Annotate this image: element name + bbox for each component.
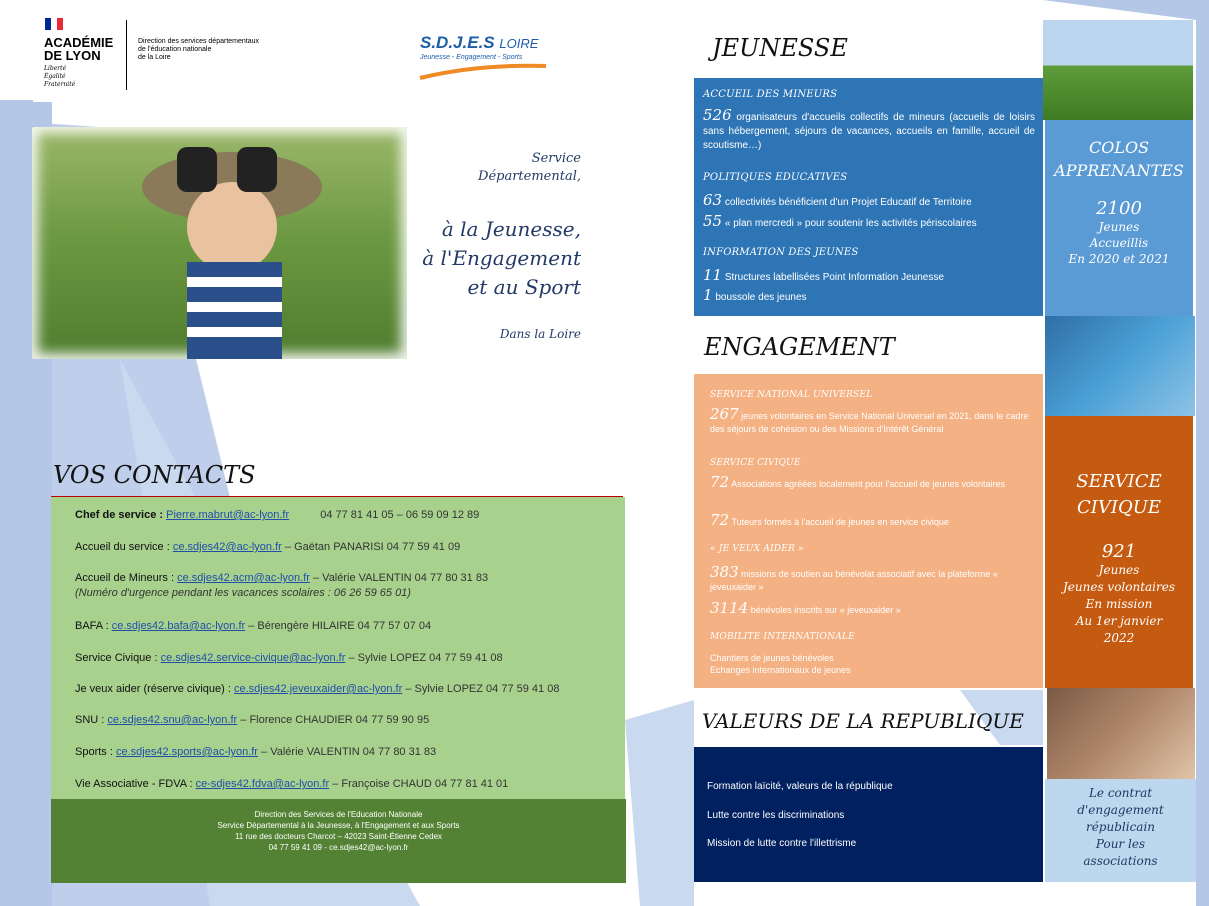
contact-row-fdva [75, 778, 508, 790]
boy-binoculars-photo [32, 127, 407, 359]
contrat-l2: d'engagement [1077, 803, 1164, 817]
info2-text: boussole des jeunes [715, 292, 807, 303]
contact-label: Vie Associative - FDVA : [75, 778, 193, 790]
classroom-photo [1047, 688, 1195, 779]
engagement-title: ENGAGEMENT [704, 333, 895, 361]
sc2-num: 72 [710, 511, 730, 529]
academie-line1: ACADÉMIE [44, 35, 114, 50]
sc1-num: 72 [710, 473, 730, 491]
info1-num: 11 [703, 266, 723, 284]
accueil-mineurs-desc: organisateurs d'accueils collectifs de mineurs (accueils de loisirs sans hébergement, séjours de vacances, accueils en famille, accueil de scoutisme…) [703, 112, 1035, 151]
engagement-panel [694, 374, 1043, 688]
contact-email-link[interactable]: ce.sdjes42.service-civique@ac-lyon.fr [160, 652, 346, 664]
colos-l3: En 2020 et 2021 [1068, 252, 1170, 266]
politiques-row1 [703, 191, 972, 209]
contact-email-link[interactable]: Pierre.mabrut@ac-lyon.fr [166, 509, 290, 521]
contrat-l1: Le contrat [1088, 786, 1153, 800]
snu-desc: jeunes volontaires en Service National Universel en 2021, dans le cadre des séjours de cohésion ou des Missions d'Intérêt Général [710, 411, 1029, 434]
footer-line1: Direction des Services de l'Education Nationale [254, 810, 423, 819]
civique-title1: SERVICE [1076, 471, 1162, 492]
contact-row-mineurs [75, 572, 488, 584]
contact-row-sports [75, 746, 436, 758]
academie-name [44, 36, 113, 62]
contact-row-chef [75, 509, 479, 521]
sc-title: SERVICE CIVIQUE [710, 458, 801, 468]
civique-l2: Jeunes volontaires [1062, 580, 1176, 594]
footer-line3: 11 rue des docteurs Charcot – 42023 Saint-Étienne Cedex [234, 832, 443, 841]
contact-details: 04 77 81 41 05 – 06 59 09 12 89 [320, 509, 480, 521]
jeunesse-panel [694, 78, 1043, 316]
sdjes-logo [420, 33, 538, 53]
contact-details: – Françoise CHAUD 04 77 81 41 01 [332, 778, 509, 790]
contact-details: – Sylvie LOPEZ 04 77 59 41 08 [348, 652, 503, 664]
info-jeunes-title: INFORMATION DES JEUNES [703, 247, 859, 258]
sc2-text: Tuteurs formés à l'accueil de jeunes en service civique [731, 517, 949, 527]
service-line1: Service [531, 151, 581, 166]
jva2-num: 3114 [710, 599, 749, 617]
pol1-text: collectivités bénéficient d'un Projet Educatif de Territoire [724, 197, 972, 208]
service-line4: à l'Engagement [422, 246, 581, 270]
jva-title: « JE VEUX AIDER » [710, 544, 804, 554]
devise [44, 65, 75, 89]
service-main-title [422, 215, 581, 302]
valeurs-item1: Formation laïcité, valeurs de la république [707, 781, 893, 792]
contacts-title: VOS CONTACTS [53, 461, 256, 489]
sc-row1 [710, 473, 1032, 491]
pol1-num: 63 [703, 191, 723, 209]
direction-line1: Direction des services départementaux [138, 38, 260, 45]
devise-liberte: Liberté [44, 65, 67, 72]
service-location: Dans la Loire [499, 327, 581, 341]
politiques-title: POLITIQUES EDUCATIVES [703, 172, 848, 183]
logo-divider [126, 20, 127, 90]
contact-email-link[interactable]: ce.sdjes42.bafa@ac-lyon.fr [111, 620, 246, 632]
politiques-row2 [703, 212, 977, 230]
direction-text [138, 38, 288, 62]
mobilite-title: MOBILITE INTERNATIONALE [710, 632, 855, 642]
jva1-num: 383 [710, 563, 739, 581]
contact-label: BAFA : [75, 620, 109, 632]
sc1-text: Associations agréées localement pour l'accueil de jeunes volontaires [731, 479, 1005, 489]
civique-title2: CIVIQUE [1076, 497, 1162, 518]
service-label [478, 150, 581, 186]
contact-row-bafa [75, 620, 431, 632]
contact-label: Accueil de Mineurs : [75, 572, 175, 584]
boy-illustration-icon [32, 127, 407, 359]
colos-l1: Jeunes [1098, 220, 1140, 234]
pol2-text: « plan mercredi » pour soutenir les activités périscolaires [724, 218, 977, 229]
snu-num: 267 [710, 405, 739, 423]
sdjes-loire: LOIRE [499, 36, 539, 51]
mobilite-item1: Chantiers de jeunes bénévoles [710, 653, 834, 663]
devise-egalite: Égalité [44, 73, 66, 80]
sdjes-swoosh-icon [418, 62, 548, 80]
accueil-mineurs-num: 526 [703, 106, 732, 124]
jva-row2 [710, 599, 901, 617]
direction-line2: de l'éducation nationale [138, 46, 212, 53]
contact-email-link[interactable]: ce.sdjes42.jeveuxaider@ac-lyon.fr [233, 683, 403, 695]
sc-row2 [710, 511, 949, 529]
footer-line2: Service Départemental à la Jeunesse, à l'Engagement et aux Sports [217, 821, 460, 830]
contact-details: – Gaëtan PANARISI 04 77 59 41 09 [284, 541, 461, 553]
service-line3: à la Jeunesse, [441, 217, 581, 241]
french-flag-icon [45, 18, 63, 30]
valeurs-title: VALEURS DE LA REPUBLIQUE [702, 709, 1024, 733]
civique-l1: Jeunes [1098, 563, 1140, 577]
contact-row-accueil [75, 541, 460, 553]
info1-text: Structures labellisées Point Information Jeunesse [724, 272, 944, 283]
contact-label: Service Civique : [75, 652, 158, 664]
jva-row1 [710, 563, 1032, 594]
civique-l3: En mission [1085, 597, 1153, 611]
snu-title: SERVICE NATIONAL UNIVERSEL [710, 390, 873, 400]
contact-details: – Sylvie LOPEZ 04 77 59 41 08 [405, 683, 560, 695]
contact-row-jeveuxaider [75, 683, 559, 695]
valeurs-item3: Mission de lutte contre l'illettrisme [707, 838, 857, 849]
service-civique-panel [1045, 416, 1193, 688]
kids-reading-photo [1043, 20, 1193, 120]
contacts-footer [51, 799, 626, 883]
contact-details: – Valérie VALENTIN 04 77 80 31 83 [261, 746, 437, 758]
valeurs-item2: Lutte contre les discriminations [707, 810, 845, 821]
accueil-mineurs-text [703, 108, 1035, 153]
colos-title2: APPRENANTES [1054, 161, 1184, 180]
contact-details: – Bérengère HILAIRE 04 77 57 07 04 [248, 620, 432, 632]
contact-label: SNU : [75, 714, 105, 726]
contact-email-link[interactable]: ce-sdjes42.fdva@ac-lyon.fr [195, 778, 330, 790]
contact-details: – Valérie VALENTIN 04 77 80 31 83 [313, 572, 489, 584]
snu-text [710, 405, 1032, 436]
jeunesse-title: JEUNESSE [712, 34, 848, 62]
contrat-l4: Pour les [1095, 837, 1146, 851]
colos-l2: Accueillis [1089, 236, 1149, 250]
civique-l5: 2022 [1103, 631, 1135, 645]
contact-row-civique [75, 652, 503, 664]
volunteers-photo [1045, 316, 1195, 416]
civique-l4: Au 1er janvier [1075, 614, 1163, 628]
service-line2: Départemental, [478, 169, 581, 184]
contrat-l3: républicain [1085, 820, 1156, 834]
valeurs-panel [694, 747, 1043, 882]
contact-email-link[interactable]: ce.sdjes42.sports@ac-lyon.fr [115, 746, 258, 758]
info2-num: 1 [703, 286, 713, 304]
contrat-l5: associations [1083, 854, 1158, 868]
direction-line3: de la Loire [138, 54, 171, 61]
pol2-num: 55 [703, 212, 723, 230]
mobilite-list [710, 652, 851, 676]
civique-num: 921 [1101, 541, 1137, 562]
jva2-text: bénévoles inscrits sur « jeveuxaider » [750, 605, 901, 615]
sdjes-acronym: S.D.J.E.S [420, 33, 495, 52]
contact-label: Accueil du service : [75, 541, 170, 553]
sdjes-tagline: Jeunesse - Engagement - Sports [420, 54, 523, 61]
info-row1 [703, 266, 944, 284]
contrat-engagement-panel [1045, 779, 1196, 882]
contact-label: Sports : [75, 746, 113, 758]
contact-urgence-note: (Numéro d'urgence pendant les vacances scolaires : 06 26 59 65 01) [75, 587, 411, 599]
devise-fraternite: Fraternité [44, 81, 76, 88]
colos-num: 2100 [1096, 198, 1142, 219]
contact-email-link[interactable]: ce.sdjes42@ac-lyon.fr [172, 541, 282, 553]
service-line5: et au Sport [467, 275, 581, 299]
contact-row-snu [75, 714, 429, 726]
academie-line2: DE LYON [44, 48, 101, 63]
accueil-mineurs-title: ACCUEIL DES MINEURS [703, 89, 838, 100]
info-row2 [703, 286, 807, 304]
footer-line4: 04 77 59 41 09 - ce.sdjes42@ac-lyon.fr [268, 843, 409, 852]
colos-apprenantes-panel [1045, 120, 1193, 316]
mobilite-item2: Echanges internationaux de jeunes [710, 665, 851, 675]
contact-email-link[interactable]: ce.sdjes42.snu@ac-lyon.fr [107, 714, 238, 726]
contacts-panel [51, 497, 625, 799]
contact-label: Je veux aider (réserve civique) : [75, 683, 231, 695]
jva1-text: missions de soutien au bénévolat associatif avec la plateforme « jeveuxaider » [710, 569, 998, 592]
contact-label: Chef de service : [75, 509, 164, 521]
contact-email-link[interactable]: ce.sdjes42.acm@ac-lyon.fr [177, 572, 310, 584]
contact-details: – Florence CHAUDIER 04 77 59 90 95 [240, 714, 430, 726]
colos-title1: COLOS [1088, 138, 1150, 157]
